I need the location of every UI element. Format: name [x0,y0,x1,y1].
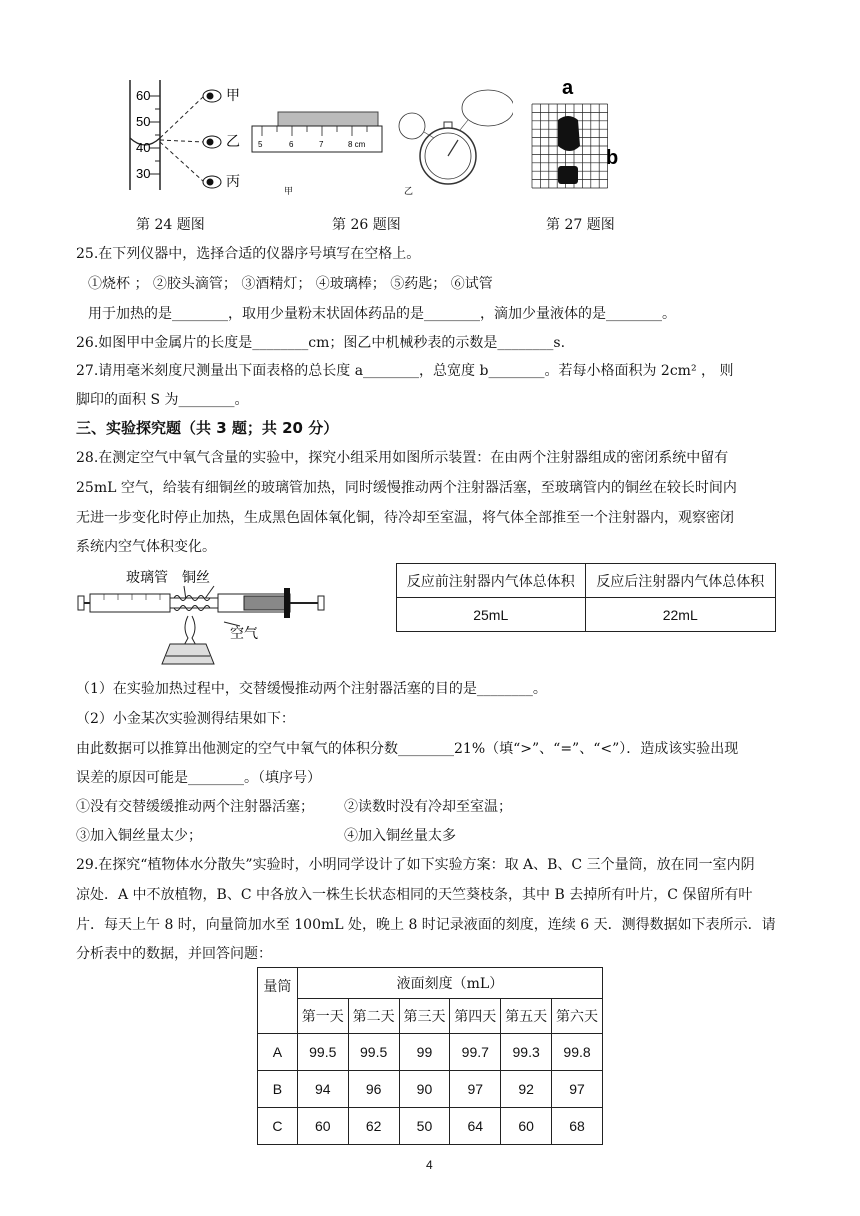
table-row-name: C [258,1108,298,1145]
table-value-after: 22mL [585,598,776,632]
table-cell: 50 [399,1108,450,1145]
page-number: 4 [426,1158,433,1172]
eye-icon [203,90,221,188]
table-cell: 60 [297,1108,348,1145]
caption-fig26: 第 26 题图 [332,217,401,233]
table-cell: 99 [399,1034,450,1071]
table-cell: 64 [450,1108,501,1145]
table-cell: 99.3 [501,1034,552,1071]
q28-sub2-line2: 误差的原因可能是________。（填序号） [76,770,321,786]
table-cell: 97 [450,1071,501,1108]
ruler-tick-7: 7 [319,140,324,149]
figure-24-cylinder-reading [120,78,260,198]
q29-line1: 29.在探究“植物体水分散失”实验时，小明同学设计了如下实验方案：取 A、B、C 三个量筒，放在同一室内阴 [76,857,755,873]
q29-line2: 凉处．A 中不放植物，B、C 中各放入一株生长状态相同的天竺葵枝条，其中 B 去掉所有叶片，C 保留所有叶 [76,887,753,903]
caption-fig27: 第 27 题图 [546,217,615,233]
table-cell: 68 [552,1108,603,1145]
q29-line4: 分析表中的数据，并回答问题： [76,946,272,962]
scale-label-60: 60 [136,88,151,103]
q25-options: ①烧杯 ； ②胶头滴管； ③酒精灯； ④玻璃棒； ⑤药匙； ⑥试管 [88,276,493,292]
table-value-before: 25mL [397,598,586,632]
q28-choice-2: ②读数时没有冷却至室温； [344,799,512,815]
section-title: 三、实验探究题（共 3 题；共 20 分） [76,419,339,437]
q28-choice-3: ③加入铜丝量太少； [76,828,202,844]
table-cell: 92 [501,1071,552,1108]
table-header-after: 反应后注射器内气体总体积 [585,564,776,598]
table-cell: 99.8 [552,1034,603,1071]
q28-line4: 系统内空气体积变化。 [76,539,216,555]
table-day-header: 第六天 [552,999,603,1034]
table-day-header: 第二天 [348,999,399,1034]
table-row-name: B [258,1071,298,1108]
table-cell: 90 [399,1071,450,1108]
ruler-tick-6: 6 [289,140,294,149]
table-day-header: 第三天 [399,999,450,1034]
eye-label-bing: 丙 [226,173,240,189]
q27-line2: 脚印的面积 S 为________。 [76,392,249,408]
table-cell: 94 [297,1071,348,1108]
table-row [258,1034,603,1071]
eye-label-yi: 乙 [226,133,240,149]
table-cell: 60 [501,1108,552,1145]
table-day-header: 第四天 [450,999,501,1034]
table-cell: 96 [348,1071,399,1108]
q28-choice-4: ④加入铜丝量太多 [344,828,456,844]
q25-blanks: 用于加热的是________，取用少量粉末状固体药品的是________，滴加少量液体的是________。 [88,306,676,322]
q28-volume-table [396,563,776,632]
q28-sub1: （1）在实验加热过程中，交替缓慢推动两个注射器活塞的目的是________。 [76,681,547,697]
table-row-name: A [258,1034,298,1071]
scale-label-30: 30 [136,166,151,181]
table-day-header: 第五天 [501,999,552,1034]
table-day-header: 第一天 [297,999,348,1034]
label-jia: 甲 [284,186,294,196]
stopwatch-icon [399,90,513,184]
q25-stem: 25.在下列仪器中，选择合适的仪器序号填写在空格上。 [76,246,421,262]
q28-choice-1: ①没有交替缓缓推动两个注射器活塞； [76,799,314,815]
table-header-before: 反应前注射器内气体总体积 [397,564,586,598]
figure-27-footprint-grid [522,76,632,200]
q29-data-table [257,967,603,1145]
q28-line2: 25mL 空气，给装有细铜丝的玻璃管加热，同时缓慢推动两个注射器活塞，至玻璃管内的铜丝在较长时间内 [76,480,737,496]
q29-line3: 片．每天上午 8 时，向量筒加水至 100mL 处，晚上 8 时记录液面的刻度，连续 6 天．测得数据如下表所示．请 [76,917,776,933]
label-a: a [562,77,574,99]
figure-26-ruler-stopwatch [248,84,513,199]
table-row [258,1071,603,1108]
table-cell: 99.5 [348,1034,399,1071]
label-copper-wire: 铜丝 [182,569,210,585]
figure-28-syringe-apparatus [74,564,326,674]
table-day-header-row [258,999,603,1034]
table-cell: 62 [348,1108,399,1145]
ruler-tick-5: 5 [258,140,263,149]
table-cell: 99.7 [450,1034,501,1071]
label-b: b [606,147,619,169]
eye-label-jia: 甲 [226,87,240,103]
q28-line1: 28.在测定空气中氧气含量的实验中，探究小组采用如图所示装置：在由两个注射器组成的密闭系统中留有 [76,450,729,466]
label-yi: 乙 [404,186,414,196]
table-cell: 97 [552,1071,603,1108]
scale-label-50: 50 [136,114,151,129]
label-air: 空气 [230,625,258,641]
table-group-header: 液面刻度（mL） [297,968,602,999]
q28-sub2-line1: 由此数据可以推算出他测定的空气中氧气的体积分数________21%（填“>”、“=”、“<”）．造成该实验出现 [76,741,739,757]
q28-line3: 无进一步变化时停止加热，生成黑色固体氧化铜，待冷却至室温，将气体全部推至一个注射器内，观察密闭 [76,510,734,526]
q27-line1: 27.请用毫米刻度尺测量出下面表格的总长度 a________，总宽度 b________。若每小格面积为 2cm² ， 则 [76,363,734,379]
scale-label-40: 40 [136,140,151,155]
q26-text: 26.如图甲中金属片的长度是________cm；图乙中机械秒表的示数是________s. [76,335,566,351]
table-corner-cell: 量筒 [258,968,298,1034]
label-glass-tube: 玻璃管 [126,569,168,585]
table-row [258,1108,603,1145]
caption-fig24: 第 24 题图 [136,217,205,233]
ruler-tick-8: 8 cm [348,140,366,149]
q28-sub2: （2）小金某次实验测得结果如下： [76,711,295,727]
table-cell: 99.5 [297,1034,348,1071]
